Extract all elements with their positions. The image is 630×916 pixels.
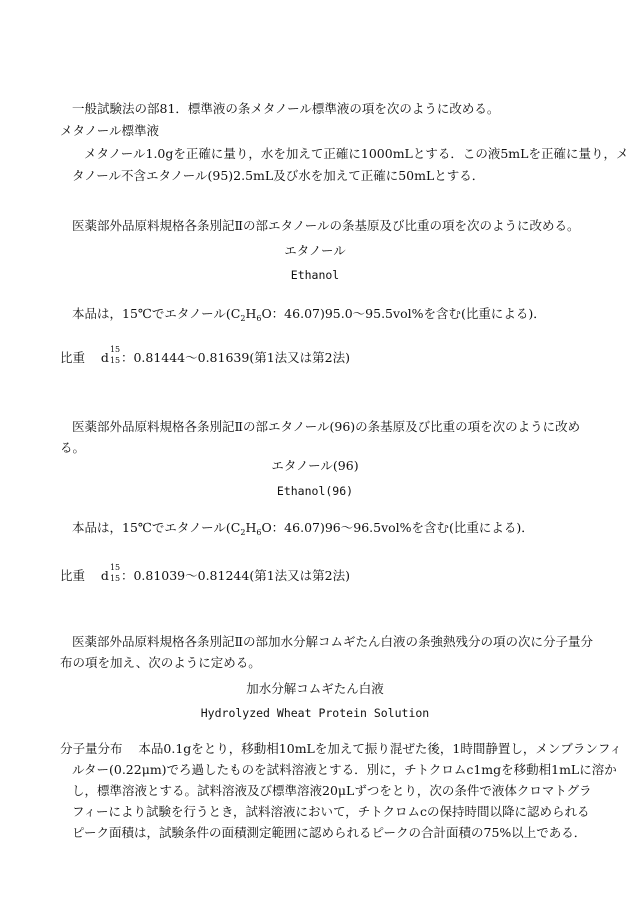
section-intro: 一般試験法の部81．標準液の条メタノール標準液の項を次のように改める。 xyxy=(72,101,500,116)
section-intro: 医薬部外品原料規格各条別記Ⅱの部エタノール(96)の条基原及び比重の項を次のように改め xyxy=(72,419,581,434)
formula-subscript: 2 xyxy=(240,528,246,537)
content-text: O：46.07)96～96.5vol%を含む(比重による)． xyxy=(261,520,534,535)
sg-superscript: 15 xyxy=(109,345,121,354)
body-line: ピーク面積は，試験条件の面積測定範囲に認められるピークの合計面積の75%以上である． xyxy=(72,825,587,840)
monograph-title-en: Hydrolyzed Wheat Protein Solution xyxy=(200,706,430,720)
content-text: 本品は，15℃でエタノール(C xyxy=(72,520,241,535)
monograph-title-ja: エタノール(96) xyxy=(271,458,359,473)
formula-subscript: 2 xyxy=(240,314,246,323)
body-line: ルター(0.22μm)でろ過したものを試料溶液とする．別に，チトクロムc1mgを移動相1mLに溶か xyxy=(72,762,617,777)
content-line xyxy=(72,306,546,327)
monograph-title-ja: エタノール xyxy=(284,243,346,258)
sg-subscript: 15 xyxy=(109,574,121,583)
specific-gravity-line xyxy=(60,345,350,366)
formula-subscript: 6 xyxy=(256,528,262,537)
body-line: メタノール1.0gを正確に量り，水を加えて正確に1000mLとする．この液5mLを正確に量り，メ xyxy=(84,146,629,161)
section-heading: メタノール標準液 xyxy=(60,123,160,138)
body-line xyxy=(60,741,622,757)
content-text: 本品は，15℃でエタノール(C xyxy=(72,306,241,321)
monograph-title-en: Ethanol(96) xyxy=(276,484,354,498)
formula-h: H xyxy=(245,306,257,321)
sg-label: 比重 xyxy=(60,350,86,365)
content-line xyxy=(72,520,534,541)
body-line: フィーにより試験を行うとき，試料溶液において，チトクロムcの保持時間以降に認められる xyxy=(72,804,590,819)
monograph-title-ja: 加水分解コムギたん白液 xyxy=(246,681,384,696)
formula-subscript: 6 xyxy=(256,314,262,323)
content-text: O：46.07)95.0～95.5vol%を含む(比重による)． xyxy=(261,306,546,321)
section-intro: 医薬部外品原料規格各条別記Ⅱの部エタノールの条基原及び比重の項を次のように改める。 xyxy=(72,218,580,233)
body-line: し，標準溶液とする。試料溶液及び標準溶液20μLずつをとり，次の条件で液体クロマトグラ xyxy=(72,783,592,798)
section-intro: る。 xyxy=(60,440,86,455)
sg-subscript: 15 xyxy=(109,356,121,365)
specific-gravity-line xyxy=(60,563,350,584)
sg-value: ：0.81039～0.81244(第1法又は第2法) xyxy=(120,568,350,583)
body-text: 本品0.1gをとり，移動相10mLを加えて振り混ぜた後，1時間静置し，メンブランフィ xyxy=(138,741,622,756)
sg-symbol: d xyxy=(100,350,109,365)
monograph-title-en: Ethanol xyxy=(290,268,340,282)
sg-value: ：0.81444～0.81639(第1法又は第2法) xyxy=(120,350,350,365)
sg-label: 比重 xyxy=(60,568,86,583)
sg-symbol: d xyxy=(100,568,109,583)
section-intro: 布の項を加え、次のように定める。 xyxy=(60,655,261,670)
sg-superscript: 15 xyxy=(109,563,121,572)
section-intro: 医薬部外品原料規格各条別記Ⅱの部加水分解コムギたん白液の条強熱残分の項の次に分子量分 xyxy=(72,634,593,649)
body-label: 分子量分布 xyxy=(60,741,123,756)
body-line: タノール不含エタノール(95)2.5mL及び水を加えて正確に50mLとする． xyxy=(72,168,485,183)
formula-h: H xyxy=(245,520,257,535)
